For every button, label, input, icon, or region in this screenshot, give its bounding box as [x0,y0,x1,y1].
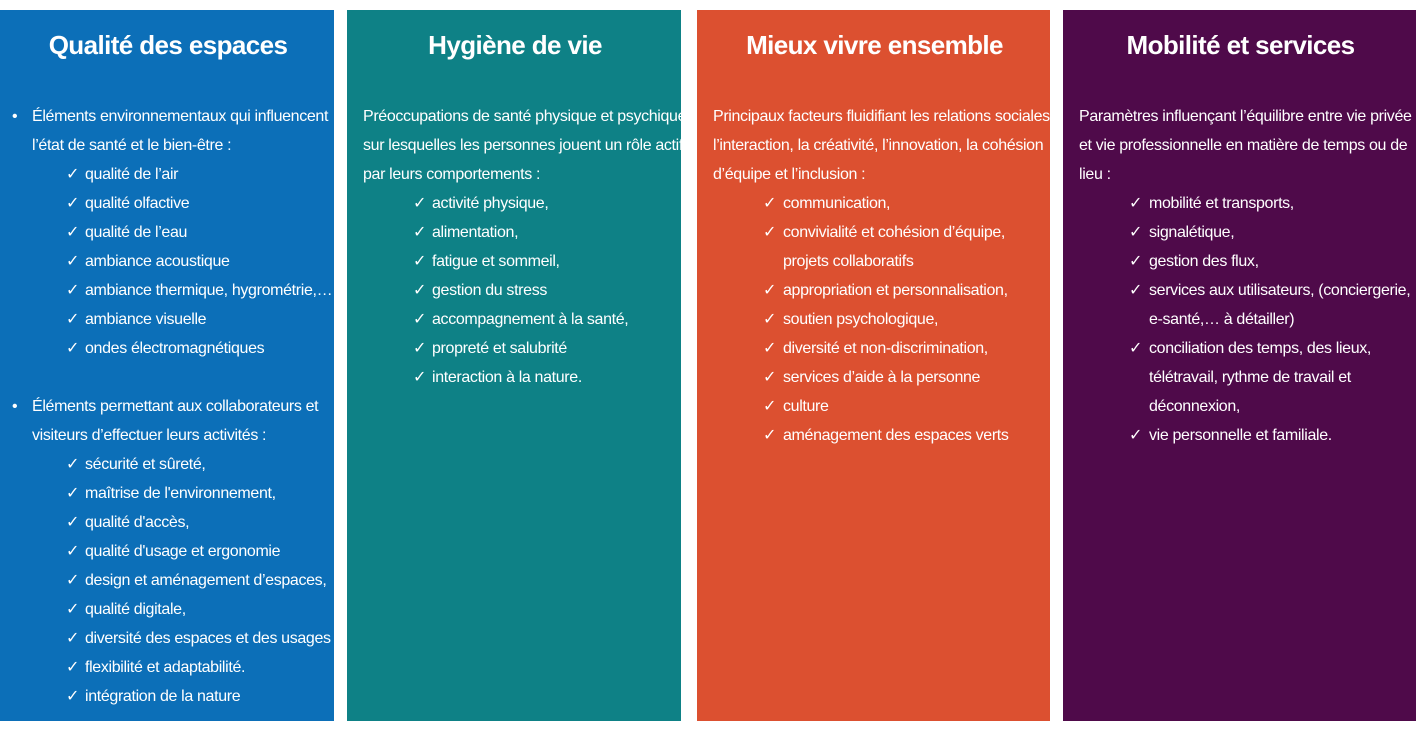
check-icon: ✓ [413,369,427,386]
checklist-item-label: mobilité et transports, [1149,195,1294,212]
checklist-item [413,276,667,305]
checklist-item-label: gestion du stress [432,282,548,299]
checklist-item [763,189,1036,218]
check-icon: ✓ [763,311,777,328]
check-icon: ✓ [763,340,777,357]
checklist-item-label: intégration de la nature [85,688,241,705]
panel-section [1079,102,1412,450]
checklist-item-label: alimentation, [432,224,519,241]
checklist-item-label: design et aménagement d’espaces, [85,572,327,589]
check-icon: ✓ [66,543,80,560]
checklist-item-label: fatigue et sommeil, [432,253,560,270]
intro-line: sur lesquelles les personnes jouent un rôle actif [363,137,683,154]
check-icon: ✓ [1129,195,1143,212]
checklist-item-label: qualité d'usage et ergonomie [85,543,281,560]
intro-line: lieu : [1079,166,1111,183]
check-icon: ✓ [763,224,777,241]
intro-line: Paramètres influençant l’équilibre entre vie privée [1079,108,1412,125]
checklist-item [763,334,1036,363]
checklist-item [413,305,667,334]
intro-line: l’état de santé et le bien-être : [32,137,232,154]
checklist-item [763,305,1036,334]
section-intro [12,392,320,450]
panel-section [12,102,333,363]
checklist-item [66,160,320,189]
checklist-item-label: flexibilité et adaptabilité. [85,659,246,676]
checklist-item-label: diversité des espaces et des usages [85,630,331,647]
intro-line: l’interaction, la créativité, l’innovation, la cohésion [713,137,1044,154]
panel-section [363,102,687,392]
checklist-item [66,624,331,653]
checklist-item-label: qualité de l’air [85,166,179,183]
check-icon: ✓ [413,340,427,357]
section-intro [713,102,1054,189]
check-icon: ✓ [763,195,777,212]
check-icon: ✓ [1129,253,1143,270]
check-icon: ✓ [763,282,777,299]
checklist-item [763,276,1036,305]
checklist-item-label: aménagement des espaces verts [783,427,1009,444]
check-icon: ✓ [1129,427,1143,444]
check-icon: ✓ [763,369,777,386]
checklist-item [763,218,1036,276]
check-icon: ✓ [763,398,777,415]
checklist-item-label: convivialité et cohésion d’équipe, [783,224,1006,241]
panel-title: Qualité des espaces [48,30,288,60]
check-icon: ✓ [66,195,80,212]
checklist-item-label: télétravail, rythme de travail et [1149,369,1351,386]
checklist-item-label: gestion des flux, [1149,253,1259,270]
checklist-item-label: appropriation et personnalisation, [783,282,1008,299]
intro-line: Préoccupations de santé physique et psychique [363,108,687,125]
panel-title: Mieux vivre ensemble [746,30,1003,60]
intro-line: Éléments environnementaux qui influencent [32,108,329,125]
checklist-item-label: diversité et non-discrimination, [783,340,988,357]
checklist [16,450,331,711]
section-intro [1079,102,1412,189]
panel-section [12,392,331,711]
checklist-item [413,247,667,276]
checklist-item-label: vie personnelle et familiale. [1149,427,1332,444]
checklist-item-label: services d’aide à la personne [783,369,981,386]
panel-title: Mobilité et services [1126,30,1355,60]
checklist-item-label: e-santé,… à détailler) [1149,311,1295,328]
panel-body [1079,102,1412,450]
panel-body [713,102,1054,450]
checklist-item [66,508,320,537]
checklist-item-label: ondes électromagnétiques [85,340,265,357]
checklist-item-label: conciliation des temps, des lieux, [1149,340,1371,357]
checklist-item-label: ambiance acoustique [85,253,230,270]
intro-line: d’équipe et l’inclusion : [713,166,866,183]
checklist-item [1129,421,1402,450]
check-icon: ✓ [413,311,427,328]
checklist-item-label: maîtrise de l'environnement, [85,485,276,502]
check-icon: ✓ [66,601,80,618]
checklist-item [66,450,320,479]
check-icon: ✓ [66,340,80,357]
checklist-item [1129,189,1402,218]
checklist-item-label: activité physique, [432,195,549,212]
check-icon: ✓ [763,427,777,444]
checklist-item [66,276,333,305]
check-icon: ✓ [1129,340,1143,357]
check-icon: ✓ [66,630,80,647]
check-icon: ✓ [66,688,80,705]
check-icon: ✓ [66,456,80,473]
checklist-item [763,392,1036,421]
checklist-item-label: signalétique, [1149,224,1235,241]
checklist [713,189,1036,450]
checklist-item [66,537,320,566]
checklist-item [413,189,667,218]
intro-line: Éléments permettant aux collaborateurs et [32,398,319,415]
checklist-item [763,421,1036,450]
checklist-item [1129,334,1402,421]
panel-body [12,102,333,711]
bullet-icon: • [12,108,18,125]
checklist-item [1129,218,1402,247]
checklist-item-label: ambiance thermique, hygrométrie,… [85,282,333,299]
check-icon: ✓ [66,282,80,299]
intro-line: visiteurs d’effectuer leurs activités : [32,427,267,444]
checklist-item-label: soutien psychologique, [783,311,939,328]
check-icon: ✓ [66,253,80,270]
checklist-item-label: qualité d'accès, [85,514,190,531]
checklist-item [66,305,320,334]
panel-section [713,102,1054,450]
checklist-item [1129,247,1402,276]
checklist [1079,189,1411,450]
intro-line: par leurs comportements : [363,166,541,183]
checklist-item-label: qualité olfactive [85,195,190,212]
check-icon: ✓ [413,224,427,241]
check-icon: ✓ [66,166,80,183]
check-icon: ✓ [66,485,80,502]
checklist-item [66,189,320,218]
panel-mobilite-et-services [1063,10,1416,721]
checklist-item [66,247,320,276]
check-icon: ✓ [1129,282,1143,299]
check-icon: ✓ [413,253,427,270]
checklist-item [66,682,320,711]
checklist-item-label: services aux utilisateurs, (conciergerie, [1149,282,1411,299]
check-icon: ✓ [413,282,427,299]
check-icon: ✓ [66,572,80,589]
checklist-item [66,479,320,508]
panel-mieux-vivre-ensemble [697,10,1054,721]
intro-line: et vie professionnelle en matière de temps ou de [1079,137,1408,154]
checklist-item-label: ambiance visuelle [85,311,207,328]
checklist-item [413,363,667,392]
checklist-item [66,334,320,363]
checklist-item [66,595,320,624]
checklist-item-label: qualité digitale, [85,601,186,618]
checklist-item-label: interaction à la nature. [432,369,582,386]
checklist-item-label: accompagnement à la santé, [432,311,629,328]
panel-body [363,102,687,392]
checklist-item [66,653,320,682]
checklist-item [1129,276,1411,334]
check-icon: ✓ [66,514,80,531]
checklist-item-label: qualité de l’eau [85,224,188,241]
check-icon: ✓ [1129,224,1143,241]
checklist [363,189,667,392]
checklist-item [413,334,667,363]
checklist [16,160,333,363]
check-icon: ✓ [66,224,80,241]
intro-line: Principaux facteurs fluidifiant les relations sociales, [713,108,1054,125]
check-icon: ✓ [413,195,427,212]
checklist-item-label: projets collaboratifs [783,253,914,270]
section-intro [363,102,687,189]
checklist-item-label: propreté et salubrité [432,340,567,357]
checklist-item-label: sécurité et sûreté, [85,456,206,473]
check-icon: ✓ [66,311,80,328]
section-intro [12,102,329,160]
checklist-item-label: communication, [783,195,891,212]
check-icon: ✓ [66,659,80,676]
checklist-item [66,566,327,595]
checklist-item-label: déconnexion, [1149,398,1240,415]
bullet-icon: • [12,398,18,415]
panel-qualite-des-espaces [0,10,334,721]
checklist-item [763,363,1036,392]
checklist-item [413,218,667,247]
panel-hygiene-de-vie [347,10,687,721]
checklist-item [66,218,320,247]
panel-title: Hygiène de vie [428,30,602,60]
checklist-item-label: culture [783,398,829,415]
